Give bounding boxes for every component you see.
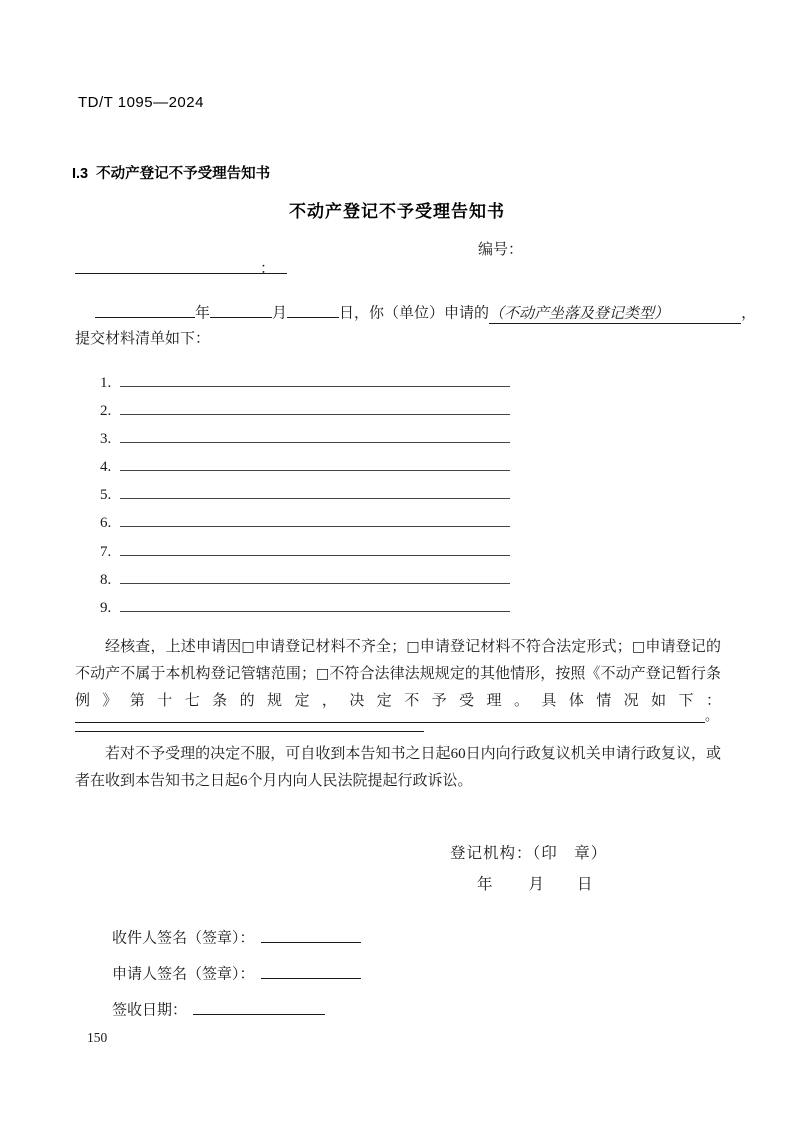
checkbox-icon: □ — [631, 639, 646, 655]
reason-option: 申请登记材料不符合法定形式； — [419, 639, 632, 655]
item-number: 1. — [100, 375, 112, 391]
trailing-comma: ， — [741, 305, 757, 322]
addressee-line — [75, 257, 287, 278]
material-blank — [120, 455, 510, 471]
material-blank — [120, 399, 510, 415]
application-date-line — [75, 301, 757, 324]
number-label: 编号： — [478, 242, 524, 258]
checkbox-icon: □ — [315, 666, 330, 682]
sign-date-line — [112, 998, 325, 1020]
receiver-signature-blank — [261, 926, 361, 943]
material-blank — [120, 596, 510, 612]
material-blank — [120, 483, 510, 499]
page-title: 不动产登记不予受理告知书 — [289, 202, 505, 221]
year-label: 年 — [195, 305, 211, 322]
registration-type-hint: （不动产坐落及登记类型） — [489, 305, 670, 322]
applicant-signature-line — [112, 962, 361, 984]
page-number: 150 — [87, 1030, 108, 1045]
applicant-signature-blank — [261, 962, 361, 979]
material-blank — [120, 568, 510, 584]
sign-date-label: 签收日期： — [112, 1002, 188, 1019]
item-number: 9. — [100, 599, 112, 616]
list-item — [100, 425, 520, 453]
registration-authority-seal-label: 登记机构：（印 章） — [450, 845, 608, 862]
authority-year-label: 年 — [477, 876, 493, 893]
details-blank-2 — [75, 707, 705, 723]
month-blank — [210, 301, 272, 318]
addressee-blank — [75, 257, 287, 277]
authority-month-label: 月 — [528, 876, 545, 893]
materials-list — [100, 369, 520, 622]
item-number: 2. — [100, 403, 112, 420]
authority-date-line — [477, 872, 593, 894]
receiver-signature-label: 收件人签名（签章）： — [112, 930, 255, 947]
list-item — [100, 566, 520, 594]
list-item — [100, 594, 520, 622]
applicant-signature-label: 申请人签名（签章）： — [112, 966, 255, 983]
reason-option: 申请登记材料不齐全； — [254, 639, 407, 655]
material-blank — [120, 371, 510, 387]
review-lead: 经核查，上述申请因 — [105, 639, 242, 655]
list-item — [100, 369, 520, 397]
reason-option: 不符合法律法规规定的其他情形， — [329, 666, 556, 682]
section-heading: I.3 不动产登记不予受理告知书 — [72, 166, 271, 182]
year-blank — [95, 301, 195, 318]
registration-type-blank — [489, 302, 741, 324]
list-item — [100, 509, 520, 537]
receiver-signature-line — [112, 926, 361, 948]
list-item — [100, 481, 520, 509]
details-continuation-line — [75, 705, 725, 730]
month-label: 月 — [272, 305, 288, 322]
day-blank — [287, 301, 339, 318]
item-number: 6. — [100, 515, 112, 532]
standard-code: TD/T 1095—2024 — [78, 94, 204, 111]
item-number: 3. — [100, 431, 112, 448]
day-and-applicant-text: 日，你（单位）申请的 — [339, 305, 490, 322]
item-number: 7. — [100, 543, 112, 560]
list-item — [100, 453, 520, 481]
authority-day-label: 日 — [577, 876, 593, 893]
item-number: 8. — [100, 571, 112, 588]
checkbox-icon: □ — [241, 639, 255, 655]
item-number: 4. — [100, 459, 112, 476]
material-blank — [120, 512, 510, 528]
checkbox-icon: □ — [406, 639, 420, 655]
material-blank — [120, 427, 510, 443]
materials-intro: 提交材料清单如下： — [75, 331, 211, 347]
sign-date-blank — [193, 998, 325, 1015]
list-item — [100, 538, 520, 566]
line-period: 。 — [705, 708, 719, 723]
list-item — [100, 397, 520, 425]
material-blank — [120, 540, 510, 556]
reason-option: 申请登记的不动产不属于本机构登记管辖范围； — [75, 639, 721, 682]
item-number: 5. — [100, 487, 112, 504]
addressee-colon: ： — [259, 261, 275, 277]
review-tail: 按照《不动产登记暂行条例》第十七条的规定，决定不予受理。具体情况如下： — [75, 666, 721, 709]
appeal-paragraph: 若对不予受理的决定不服，可自收到本告知书之日起60日内向行政复议机关申请行政复议，或者在收到本告知书之日起6个月内向人民法院提起行政诉讼。 — [75, 746, 721, 789]
